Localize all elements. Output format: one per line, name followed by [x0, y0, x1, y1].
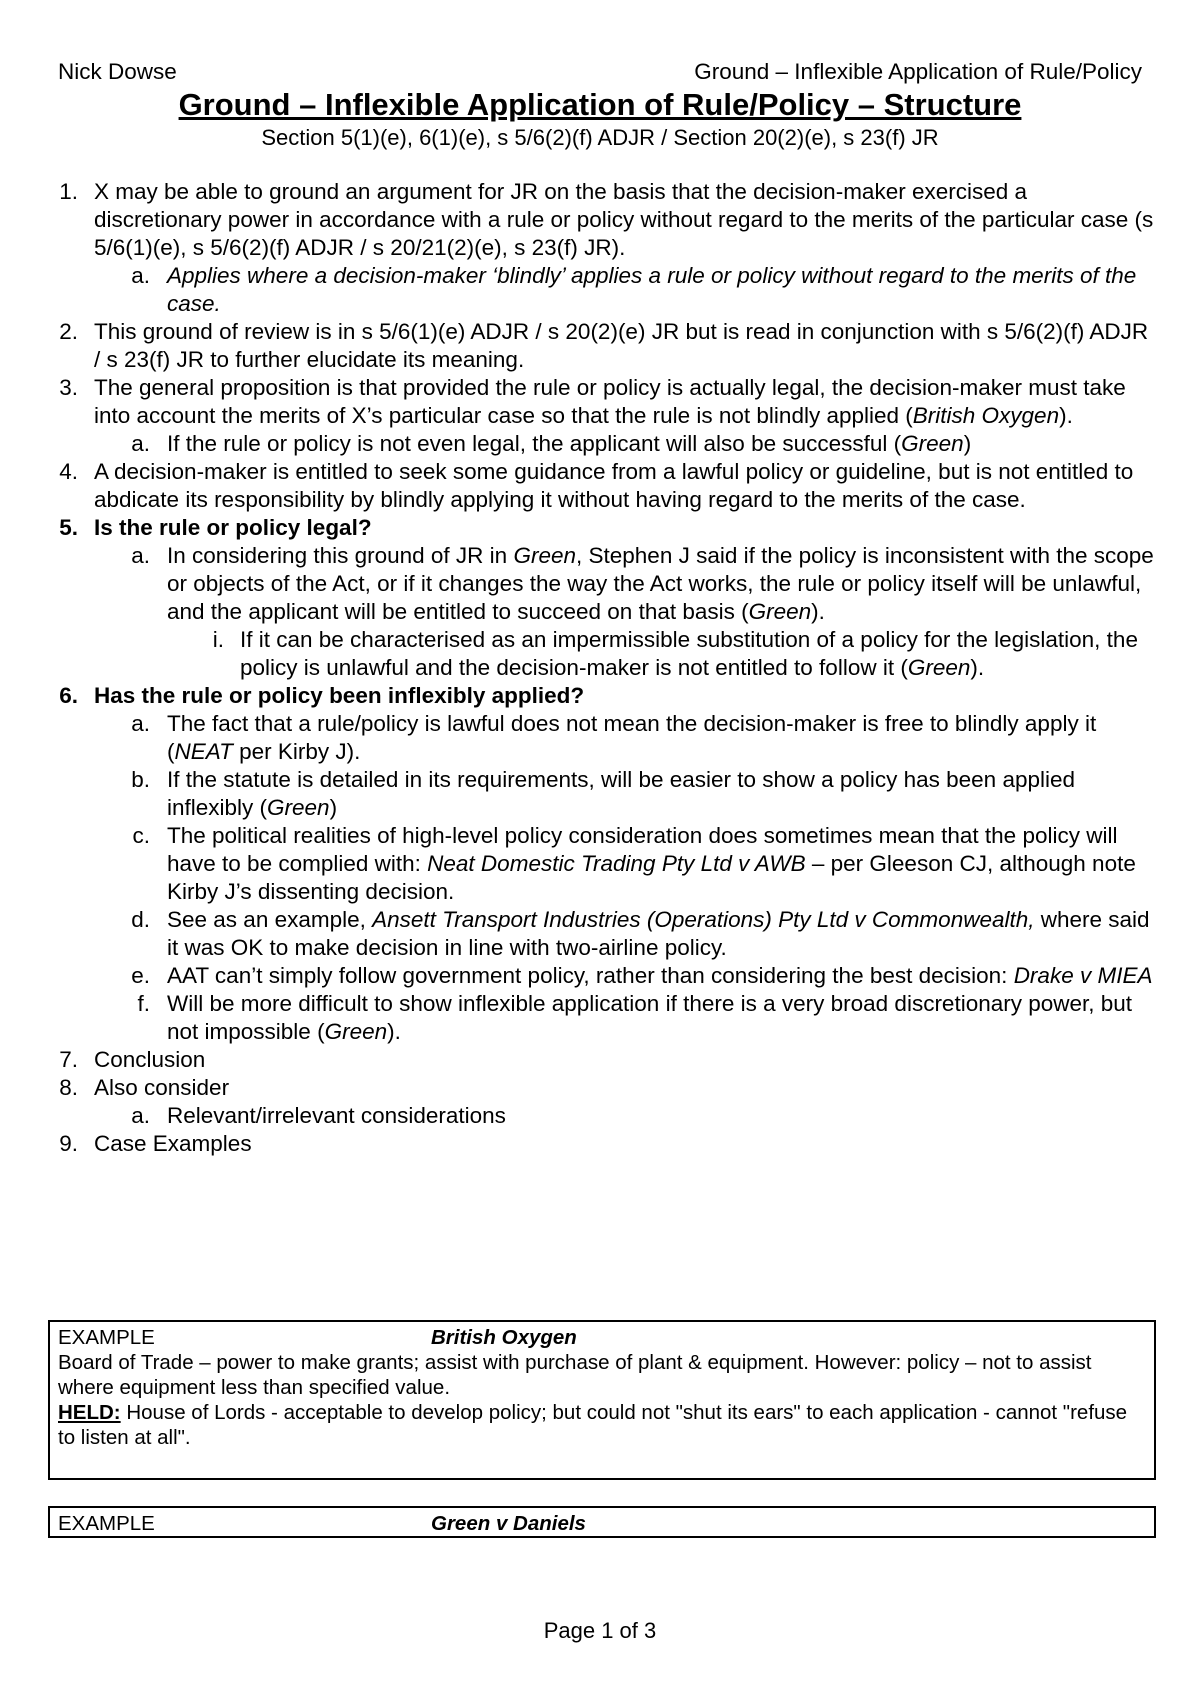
example-held: [58, 1400, 1146, 1450]
example-label: EXAMPLE: [58, 1512, 155, 1535]
document-title: Ground – Inflexible Application of Rule/Policy – Structure: [178, 87, 1022, 122]
held-label: HELD:: [58, 1401, 121, 1424]
case-name: Green: [901, 431, 964, 456]
item-marker: a.: [131, 711, 150, 736]
list-item: [0, 906, 1200, 962]
case-name: Green: [513, 543, 576, 568]
list-item-heading: [0, 514, 1200, 542]
item-text: This ground of review is in s 5/6(1)(e) ADJR / s 20(2)(e) JR but is read in conjunction with s 5/6(2)(f) ADJR / s 23(f) JR to further elucidate its meaning.: [94, 319, 1149, 372]
list-item: [0, 374, 1200, 430]
item-marker: a.: [131, 263, 150, 288]
item-text: Is the rule or policy legal?: [94, 515, 372, 540]
page-header: [58, 58, 1142, 86]
case-name: Green: [748, 599, 812, 624]
list-item: [0, 990, 1200, 1046]
item-marker: 3.: [59, 375, 78, 400]
case-name: NEAT: [174, 739, 233, 764]
list-item: [0, 542, 1200, 626]
item-text: See as an example, Ansett Transport Industries (Operations) Pty Ltd v Commonwealth, where said it was OK to make decision in line with two-airline policy.: [167, 907, 1150, 960]
item-text: If it can be characterised as an impermissible substitution of a policy for the legislation, the policy is unlawful and the decision-maker is not entitled to follow it (Green).: [240, 627, 1138, 680]
item-marker: 8.: [59, 1075, 78, 1100]
list-item: [0, 1102, 1200, 1130]
item-marker: 4.: [59, 459, 78, 484]
held-text: House of Lords - acceptable to develop policy; but could not "shut its ears" to each application - cannot "refuse to listen at all".: [58, 1401, 1128, 1449]
item-marker: 6.: [59, 683, 78, 708]
item-text: If the rule or policy is not even legal, the applicant will also be successful (Green): [167, 431, 972, 456]
list-item: [0, 1046, 1200, 1074]
item-text: If the statute is detailed in its requirements, will be easier to show a policy has been applied inflexibly (Green): [167, 767, 1076, 820]
item-text: The general proposition is that provided the rule or policy is actually legal, the decision-maker must take into account the merits of X’s particular case so that the rule is not blindly applied (British Oxygen).: [94, 375, 1126, 428]
item-marker: 2.: [59, 319, 78, 344]
list-item: [0, 626, 1200, 682]
item-marker: c.: [132, 823, 150, 848]
item-text: Case Examples: [94, 1131, 252, 1156]
list-item: [0, 430, 1200, 458]
example-title: British Oxygen: [431, 1326, 577, 1349]
header-running-title: Ground – Inflexible Application of Rule/Policy: [694, 59, 1142, 84]
case-name: Ansett Transport Industries (Operations) Pty Ltd v Commonwealth,: [372, 907, 1035, 932]
case-name: Drake v MIEA: [1013, 963, 1153, 988]
list-item-heading: [0, 682, 1200, 710]
structure-list: [0, 178, 1200, 1158]
example-title: Green v Daniels: [431, 1512, 586, 1535]
item-text: Also consider: [94, 1075, 230, 1100]
item-marker: i.: [212, 627, 224, 652]
page-number: Page 1 of 3: [543, 1618, 657, 1643]
list-item: [0, 962, 1200, 990]
item-text: The fact that a rule/policy is lawful does not mean the decision-maker is free to blindly apply it (NEAT per Kirby J).: [167, 711, 1097, 764]
example-body: Board of Trade – power to make grants; assist with purchase of plant & equipment. However: policy – not to assist where equipment less than specified value.: [58, 1351, 1092, 1399]
list-item: [0, 710, 1200, 766]
item-marker: 1.: [59, 179, 78, 204]
case-name: Green: [907, 655, 971, 680]
header-author: Nick Dowse: [58, 59, 177, 84]
item-marker: d.: [131, 907, 150, 932]
item-text: Applies where a decision-maker ‘blindly’ applies a rule or policy without regard to the merits of the case.: [167, 263, 1137, 316]
example-box-british-oxygen: [48, 1320, 1156, 1480]
example-box-green-v-daniels: [48, 1506, 1156, 1538]
item-marker: a.: [131, 1103, 150, 1128]
item-marker: 7.: [59, 1047, 78, 1072]
list-item: [0, 458, 1200, 514]
list-item: [0, 262, 1200, 318]
list-item: [0, 1074, 1200, 1102]
list-item: [0, 822, 1200, 906]
item-text: The political realities of high-level policy consideration does sometimes mean that the policy will have to be complied with: Neat Domestic Trading Pty Ltd v AWB – per Gleeson CJ, although note Kirby J’s dissenting decision.: [167, 823, 1136, 904]
list-item: [0, 1130, 1200, 1158]
list-item: [0, 178, 1200, 262]
list-item: [0, 318, 1200, 374]
item-text: Will be more difficult to show inflexible application if there is a very broad discretionary power, but not impossible (Green).: [167, 991, 1133, 1044]
case-name: Green: [267, 795, 330, 820]
item-text: X may be able to ground an argument for JR on the basis that the decision-maker exercised a discretionary power in accordance with a rule or policy without regard to the merits of the particular case (s 5/6(1)(e), s 5/6(2)(f) ADJR / s 20/21(2)(e), s 23(f) JR).: [94, 179, 1154, 260]
item-text: Conclusion: [94, 1047, 206, 1072]
item-text: Relevant/irrelevant considerations: [167, 1103, 506, 1128]
item-marker: f.: [137, 991, 150, 1016]
item-text: AAT can’t simply follow government policy, rather than considering the best decision: Drake v MIEA: [167, 963, 1153, 988]
list-item: [0, 766, 1200, 822]
item-marker: 9.: [59, 1131, 78, 1156]
item-marker: a.: [131, 431, 150, 456]
item-marker: a.: [131, 543, 150, 568]
document-subtitle: Section 5(1)(e), 6(1)(e), s 5/6(2)(f) ADJR / Section 20(2)(e), s 23(f) JR: [261, 125, 939, 150]
item-marker: e.: [131, 963, 150, 988]
item-marker: 5.: [59, 515, 78, 540]
example-label: EXAMPLE: [58, 1326, 155, 1349]
case-name: British Oxygen: [912, 403, 1060, 428]
item-text: Has the rule or policy been inflexibly applied?: [94, 683, 585, 708]
item-text: In considering this ground of JR in Green, Stephen J said if the policy is inconsistent with the scope or objects of the Act, or if it changes the way the Act works, the rule or policy itself will be unlawful, and the applicant will be entitled to succeed on that basis (Green).: [167, 543, 1154, 624]
case-name: Neat Domestic Trading Pty Ltd v AWB: [427, 851, 806, 876]
item-text: A decision-maker is entitled to seek some guidance from a lawful policy or guideline, but is not entitled to abdicate its responsibility by blindly applying it without having regard to the merits of the case.: [94, 459, 1134, 512]
item-marker: b.: [131, 767, 150, 792]
example-header: [58, 1325, 1146, 1350]
case-name: Green: [324, 1019, 388, 1044]
example-header: [58, 1511, 1146, 1536]
